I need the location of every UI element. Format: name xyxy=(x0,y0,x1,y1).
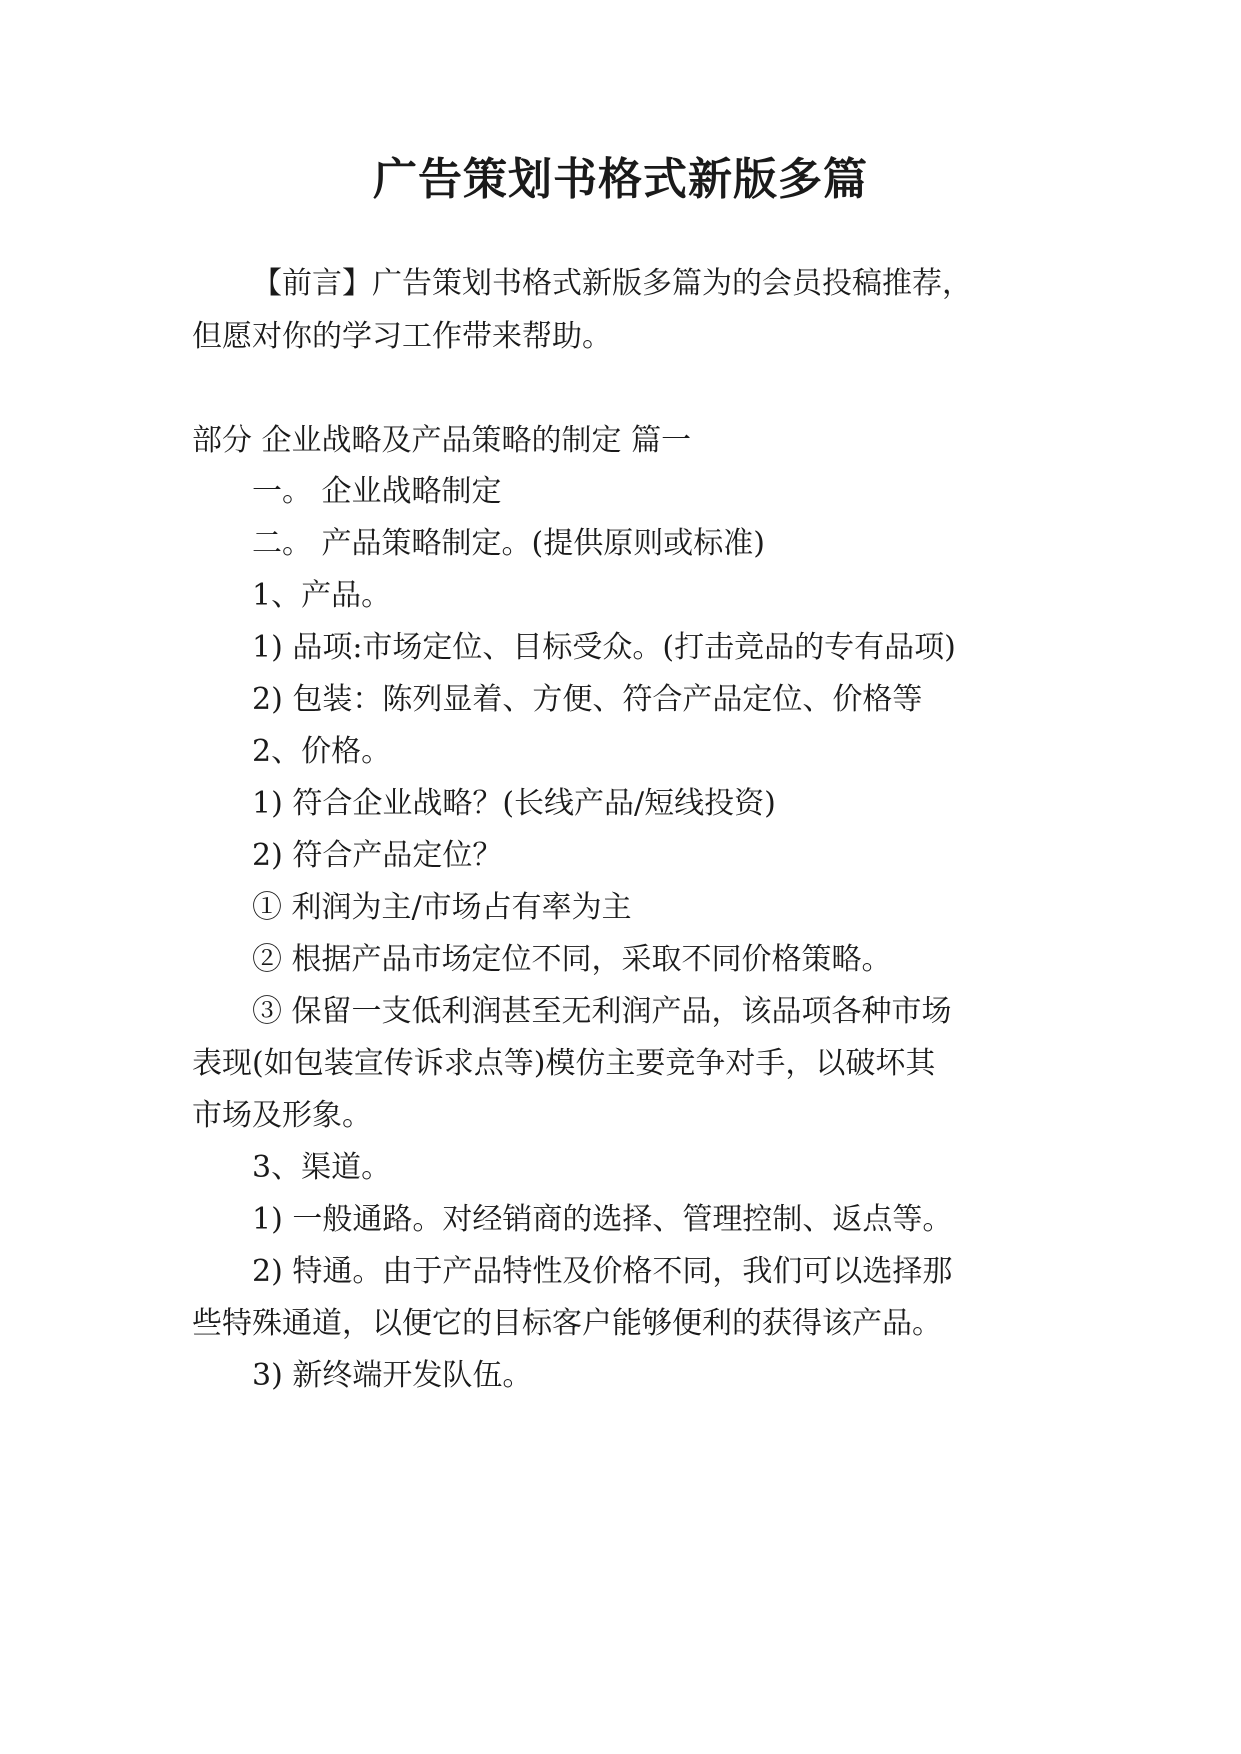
paragraph-line: 市场及形象。 xyxy=(192,1098,372,1133)
paragraph-line: 1) 符合企业战略？(长线产品/短线投资) xyxy=(252,786,776,821)
document-title: 广告策划书格式新版多篇 xyxy=(373,154,868,205)
paragraph-line: ③ 保留一支低利润甚至无利润产品，该品项各种市场 xyxy=(252,994,952,1029)
paragraph-line: 表现(如包装宣传诉求点等)模仿主要竞争对手，以破坏其 xyxy=(192,1046,936,1081)
paragraph-line: 3) 新终端开发队伍。 xyxy=(252,1358,533,1393)
paragraph-line: 些特殊通道，以便它的目标客户能够便利的获得该产品。 xyxy=(192,1306,942,1341)
preface-line-2: 但愿对你的学习工作带来帮助。 xyxy=(192,319,612,354)
paragraph-line: 2、价格。 xyxy=(252,734,392,769)
paragraph-line: 1、产品。 xyxy=(252,578,392,613)
paragraph-line: 二。 产品策略制定。(提供原则或标准) xyxy=(252,526,765,561)
paragraph-line: 2) 特通。由于产品特性及价格不同，我们可以选择那 xyxy=(252,1254,953,1289)
paragraph-line: ① 利润为主/市场占有率为主 xyxy=(252,890,632,925)
paragraph-line: ② 根据产品市场定位不同，采取不同价格策略。 xyxy=(252,942,892,977)
paragraph-line: 1) 品项:市场定位、目标受众。(打击竞品的专有品项) xyxy=(252,630,956,665)
section-heading: 部分 企业战略及产品策略的制定 篇一 xyxy=(192,423,692,458)
paragraph-line: 一。 企业战略制定 xyxy=(252,474,502,509)
paragraph-line: 1) 一般通路。对经销商的选择、管理控制、返点等。 xyxy=(252,1202,953,1237)
preface-line-1: 【前言】广告策划书格式新版多篇为的会员投稿推荐， xyxy=(252,266,972,301)
paragraph-line: 3、渠道。 xyxy=(252,1150,392,1185)
paragraph-line: 2) 包装：陈列显着、方便、符合产品定位、价格等 xyxy=(252,682,923,717)
paragraph-line: 2) 符合产品定位？ xyxy=(252,838,503,873)
